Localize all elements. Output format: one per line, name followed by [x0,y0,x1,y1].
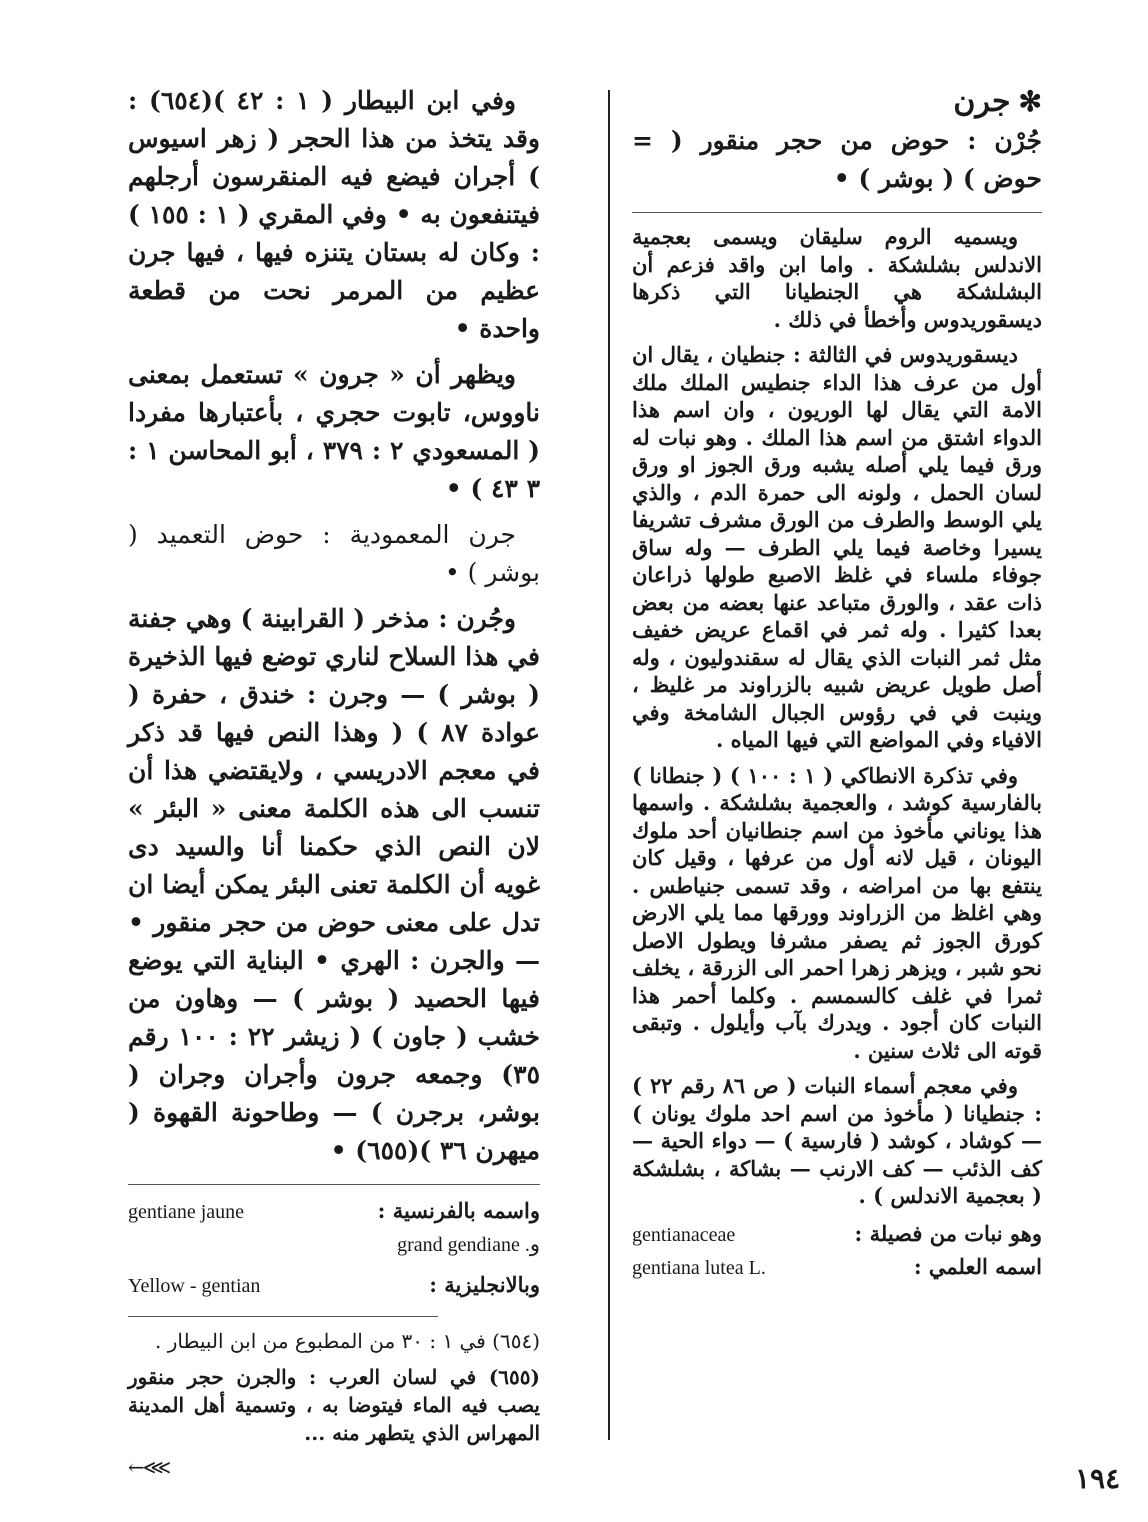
scientific-name-row [632,1251,1042,1284]
and-word: و [529,1232,540,1256]
page-number: ١٩٤ [1075,1462,1121,1495]
french-latin-2: grand gendiane . [397,1234,530,1256]
paragraph: وفي معجم أسماء النبات ( ص ٨٦ رقم ٢٢ ) : جنطيانا ( مأخوذ من اسم احد ملوك يونان ) — كوشاد ، كوشد ( فارسية ) — دواء الحية — كف الذئب — كف الارنب — بشاكة ، بشلشكة ( بعجمية الاندلس ) . [632,1073,1042,1208]
family-label: وهو نبات من فصيلة : [854,1220,1042,1246]
paragraph: ديسقوريدوس في الثالثة : جنطيان ، يقال ان أول من عرف هذا الداء جنطيس الملك ملك الامة التي يقال لها الوريون ، وان اسم هذا الدواء اشتق من اسم هذا الملك . وهو نبات له ورق فيما يلي أصله يشبه ورق الجوز او ورق لسان الحمل ، ولونه الى حمرة الدم ، والذي يلي الوسط والطرف من الورق مشرف تشريفا يسيرا وخاصة فيما يلي الطرف — وله ساق جوفاء ملساء في غلظ الاصبع طولها ذراعان ذات عقد ، والورق متباعد عنها بعضه من بعض بعدا كثيرا . وله ثمر في اقماع عريض خفيف مثل ثمر النبات الذي يقال له سقندوليون ، وله أصل طويل عريض شبيه بالزراوند مر غليظ ، وينبت في في رؤوس الجبال الشامخة وفي الافياء وفي المواضع التي فيها المياه . [632,342,1042,752]
paragraph: ويسميه الروم سليقان ويسمى بعجمية الاندلس بشلشكة . واما ابن واقد فزعم أن البشلشكة هي الجنطيانا التي ذكرها ديسقوريدوس وأخطأ في ذلك . [632,224,1042,332]
family-latin: gentianaceae [632,1223,736,1246]
scientific-latin: gentiana lutea L. [632,1256,766,1279]
entry-title: جرن [953,84,1011,119]
french-latin-1: gentiane jaune [128,1201,245,1223]
footnote-separator [128,1316,438,1317]
french-label: واسمه بالفرنسية : [377,1198,540,1223]
paragraph: وجُرن : مذخر ( القرابينة ) وهي جفنة في هذا السلاح لناري توضع فيها الذخيرة ( بوشر ) — وجرن : خندق ، حفرة ( عوادة ٨٧ ) ( وهذا النص فيها قد ذكر في معجم الادريسي ، ولايقتضي هذا أن تنسب الى هذه الكلمة معنى « البئر » لان النص الذي حكمنا أنا والسيد دى غويه أن الكلمة تعنى البئر يمكن أيضا ان تدل على معنى حوض من حجر منقور • — والجرن : الهري • البناية التي يوضع فيها الحصيد ( بوشر ) — وهاون من خشب ( جاون ) ( زيشر ٢٢ : ١٠٠ رقم ٣٥) وجمعه جرون وأجران وجران ( بوشر، برجرن ) — وطاحونة القهوة ( ميهرن ٣٦ )(٦٥٥) • [128,604,540,1165]
family-row [632,1218,1042,1251]
continuation-arrow-icon: ←⋘ [128,1455,170,1479]
english-name-row [128,1269,540,1302]
separator [128,1184,540,1185]
paragraph: وفي تذكرة الانطاكي ( ١ : ١٠٠ ) ( جنطانا ) بالفارسية كوشد ، والعجمية بشلشكة . واسمها هذا يوناني مأخوذ من اسم جنطانيان أحد ملوك اليونان ، قيل لانه أول من عرفها ، وقيل كان ينتفع بها من امراضه ، وقد تسمى جنياطس . وهي اغلظ من الزراوند وورقها مما يلي الارض كورق الجوز ثم يصفر مشرفا ويطول الاصل نحو شبر ، ويزهر زهرا احمر الى الزرقة ، يخلف ثمرا في غلف كالسمسم . وكلما أحمر هذا النبات كان أجود . ويدرك بآب وأيلول . وتبقى قوته الى ثلاث سنين . [632,762,1042,1063]
paragraph: ويظهر أن « جرون » تستعمل بمعنى ناووس، تابوت حجري ، بأعتبارها مفردا ( المسعودي ٢ : ٣٧٩ ، أبو المحاسن ١ : ٣ ٤٣ ) • [128,360,540,503]
footnote-654: (٦٥٤) في ١ : ٣٠ من المطبوع من ابن البيطار . [154,1329,540,1353]
scientific-label: اسمه العلمي : [913,1253,1042,1279]
entry-definition: جُرْن : حوض من حجر منقور ( = حوض ) ( بوشر ) • [632,126,1042,193]
english-latin: Yellow - gentian [128,1275,261,1297]
right-column [632,82,1042,1284]
english-label: وبالانجليزية : [429,1272,540,1297]
footnote-655: (٦٥٥) في لسان العرب : والجرن حجر منقور يصب فيه الماء فيتوضا به ، وتسمية أهل المدينة المهراس الذي يتطهر منه ... [128,1365,540,1445]
paragraph: جرن المعمودية : حوض التعميد ( بوشر ) • [128,520,540,587]
column-divider [608,90,610,1440]
french-name-row [128,1195,540,1228]
paragraph: وفي ابن البيطار ( ١ : ٤٢ )(٦٥٤) : وقد يتخذ من هذا الحجر ( زهر اسيوس ) أجران فيضع فيه المنقرسون أرجلهم فيتنفعون به • وفي المقري ( ١ : ١٥٥ ) : وكان له بستان يتنزه فيها ، فيها جرن عظيم من المرمر نحت من قطعة واحدة • [128,86,540,343]
separator [632,212,1042,213]
entry-heading [632,82,1042,122]
french-name-row-2 [128,1228,540,1261]
left-column [128,82,540,1479]
asterisk-icon: ✻ [1018,85,1042,118]
